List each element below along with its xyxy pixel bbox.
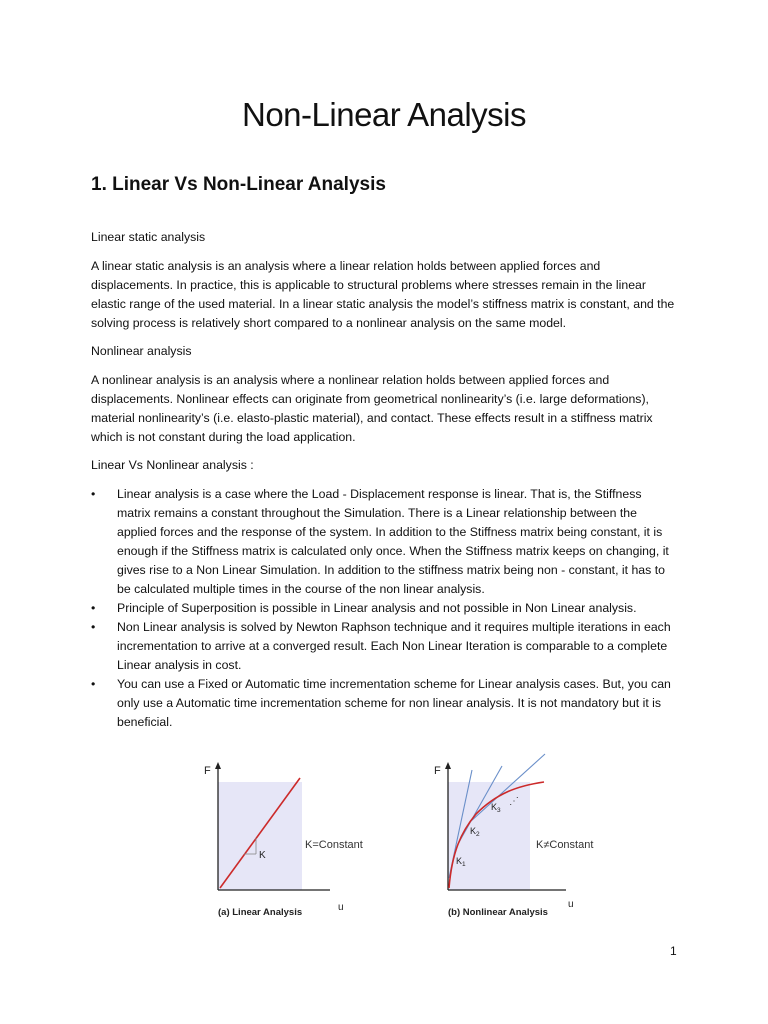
paragraph-linear-static: A linear static analysis is an analysis where a linear relation holds between applied forces and displacements. In practice, this is applicable to structural problems where stresses remain in the linear elastic range of the used material. In a linear static analysis the model’s stiffness matrix is constant, and the solving process is relatively short compared to a nonlinear analysis on the same model. — [91, 259, 675, 330]
page-title: Non-Linear Analysis — [242, 96, 526, 133]
linear-x-axis-label: u — [338, 902, 344, 913]
analysis-figure — [196, 752, 616, 927]
nonlinear-nonconstant-annotation: K≠Constant — [536, 839, 594, 851]
nonlinear-diagram — [434, 754, 593, 918]
paragraph-nonlinear: A nonlinear analysis is an analysis where a nonlinear relation holds between applied forces and displacements. Nonlinear effects can originate from geometrical nonlinearity’s (i.e. large deformations), material nonlinearity’s (i.e. elasto-plastic material), and contact. These effects result in a stiffness matrix which is not constant during the load application. — [91, 373, 653, 444]
linear-diagram — [204, 762, 363, 918]
section-heading: 1. Linear Vs Non-Linear Analysis — [91, 174, 386, 195]
list-item-text: You can use a Fixed or Automatic time incrementation scheme for Linear analysis cases. But, you can only use a Automatic time incrementation scheme for non linear analysis. It is not mandatory but it is beneficial. — [117, 677, 671, 729]
k1-label: $K_1$ — [456, 856, 466, 868]
list-item-text: Non Linear analysis is solved by Newton Raphson technique and it requires multiple iterations in each incrementation to arrive at a converged result. Each Non Linear Iteration is comparable to a complete Linear analysis in cost. — [117, 620, 671, 672]
list-item-text: Principle of Superposition is possible in Linear analysis and not possible in Non Linear analysis. — [117, 601, 637, 615]
list-item — [91, 599, 677, 618]
subheading-nonlinear: Nonlinear analysis — [91, 344, 192, 358]
linear-caption: (a) Linear Analysis — [218, 907, 303, 918]
linear-y-arrow-icon — [215, 762, 221, 769]
subheading-linear-static: Linear static analysis — [91, 230, 206, 244]
bullet-icon: • — [91, 601, 96, 615]
k3-label: $K_3$ — [491, 802, 501, 814]
bullet-icon: • — [91, 620, 96, 634]
slope-k-label: K — [259, 850, 266, 861]
figure-diagrams — [196, 752, 616, 927]
k2-label: $K_2$ — [470, 826, 480, 838]
list-item — [91, 485, 677, 599]
page-number: 1 — [670, 944, 677, 958]
list-item-text: Linear analysis is a case where the Load - Displacement response is linear. That is, the Stiffness matrix remains a constant throughout the Simulation. There is a Linear relationship between the applied forces and the response of the system. In addition to the Stiffness matrix being constant, it is enough if the Stiffness matrix is calculated only once. When the Stiffness matrix keeps on changing, it gives rise to a Non Linear Simulation. In addition to the stiffness matrix being non - constant, it has to be calculated multiple times in the course of the non linear analysis. — [117, 487, 669, 596]
bullet-icon: • — [91, 487, 96, 501]
nonlinear-caption: (b) Nonlinear Analysis — [448, 907, 548, 918]
list-item — [91, 618, 677, 675]
nonlinear-x-axis-label: u — [568, 899, 574, 910]
nonlinear-y-arrow-icon — [445, 762, 451, 769]
linear-constant-annotation: K=Constant — [305, 839, 363, 851]
continuation-dots: ⋰ — [509, 796, 519, 807]
nonlinear-y-axis-label: F — [434, 765, 441, 777]
subheading-linear-vs-nonlinear: Linear Vs Nonlinear analysis : — [91, 458, 254, 472]
comparison-list — [91, 485, 677, 732]
list-item — [91, 675, 677, 732]
bullet-icon: • — [91, 677, 96, 691]
linear-y-axis-label: F — [204, 765, 211, 777]
